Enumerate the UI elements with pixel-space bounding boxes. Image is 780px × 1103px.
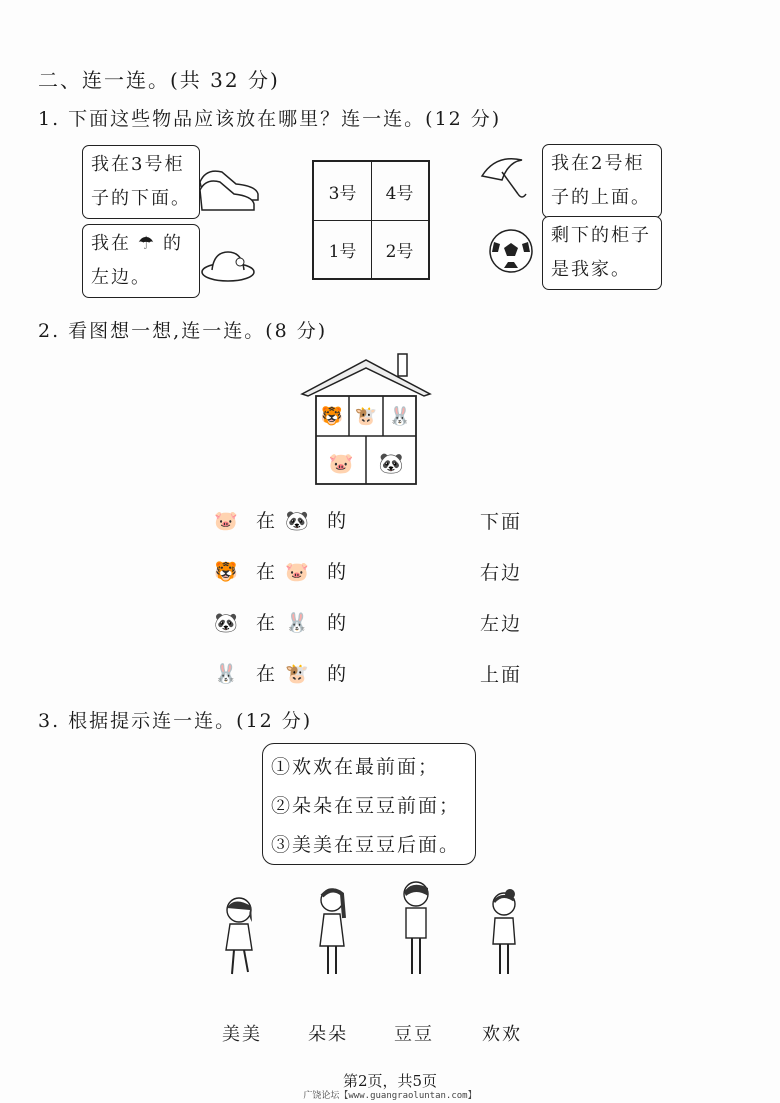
position-option[interactable]: 右边	[480, 562, 523, 584]
cabinet-3: 3号	[314, 162, 372, 221]
svg-text:🐰: 🐰	[388, 406, 412, 427]
hat-icon	[198, 244, 258, 284]
rabbit-icon: 🐰	[214, 663, 240, 685]
rabbit-icon: 🐰	[285, 612, 311, 634]
panda-icon: 🐼	[285, 510, 311, 532]
child-doudou-figure	[392, 878, 442, 980]
section-title: 二、连一连。(共 32 分)	[38, 68, 280, 92]
soccer-ball-icon	[488, 228, 534, 274]
child-duoduo-figure	[306, 884, 356, 980]
cow-icon: 🐮	[285, 663, 311, 685]
pig-icon: 🐷	[285, 561, 311, 583]
svg-text:🐷: 🐷	[328, 451, 354, 475]
bubble-hat: 我在 ☂ 的 左边。	[82, 224, 200, 298]
bubble-umbrella: 我在2号柜 子的上面。	[542, 144, 662, 218]
bubble-shoes: 我在3号柜 子的下面。	[82, 145, 200, 219]
umbrella-icon	[478, 150, 536, 202]
cabinet-grid	[312, 160, 430, 280]
pig-icon: 🐷	[214, 510, 240, 532]
q2-row-1: 🐷 在 🐼 的	[214, 510, 349, 532]
position-option[interactable]: 左边	[480, 613, 523, 635]
child-name-duoduo[interactable]: 朵朵	[308, 1024, 348, 1045]
cabinet-1: 1号	[314, 220, 372, 278]
hint-box	[262, 743, 476, 865]
hint-1: ①欢欢在最前面；	[271, 756, 440, 778]
panda-icon: 🐼	[214, 612, 240, 634]
position-option[interactable]: 下面	[480, 511, 523, 533]
q2-title: 2. 看图想一想,连一连。(8 分)	[38, 320, 328, 342]
child-name-doudou[interactable]: 豆豆	[394, 1024, 434, 1045]
house-illustration	[300, 352, 432, 488]
q2-row-2: 🐯 在 🐷 的	[214, 561, 349, 583]
q1-title: 1. 下面这些物品应该放在哪里？连一连。(12 分)	[38, 108, 502, 130]
child-meimei-figure	[214, 892, 264, 982]
svg-text:🐯: 🐯	[320, 406, 344, 427]
watermark: 广饶论坛【www.guangraoluntan.com】	[303, 1091, 477, 1101]
q3-title: 3. 根据提示连一连。(12 分)	[38, 710, 313, 732]
child-name-huanhuan[interactable]: 欢欢	[482, 1024, 522, 1045]
umbrella-icon: ☂	[137, 233, 157, 254]
q2-row-4: 🐰 在 🐮 的	[214, 663, 349, 685]
cabinet-2: 2号	[385, 241, 414, 262]
cabinet-4: 4号	[371, 162, 428, 221]
q2-row-3: 🐼 在 🐰 的	[214, 612, 349, 634]
tiger-icon: 🐯	[214, 561, 240, 583]
hint-2: ②朵朵在豆豆前面；	[271, 795, 461, 817]
position-option[interactable]: 上面	[480, 664, 523, 686]
shoes-icon	[196, 160, 262, 212]
page-number: 第2页，共5页	[342, 1072, 438, 1090]
child-name-meimei[interactable]: 美美	[222, 1024, 262, 1045]
hint-3: ③美美在豆豆后面。	[271, 834, 461, 856]
svg-text:🐼: 🐼	[378, 451, 404, 475]
svg-text:🐮: 🐮	[354, 406, 378, 427]
bubble-ball: 剩下的柜子 是我家。	[542, 216, 662, 290]
child-huanhuan-figure	[480, 886, 530, 980]
